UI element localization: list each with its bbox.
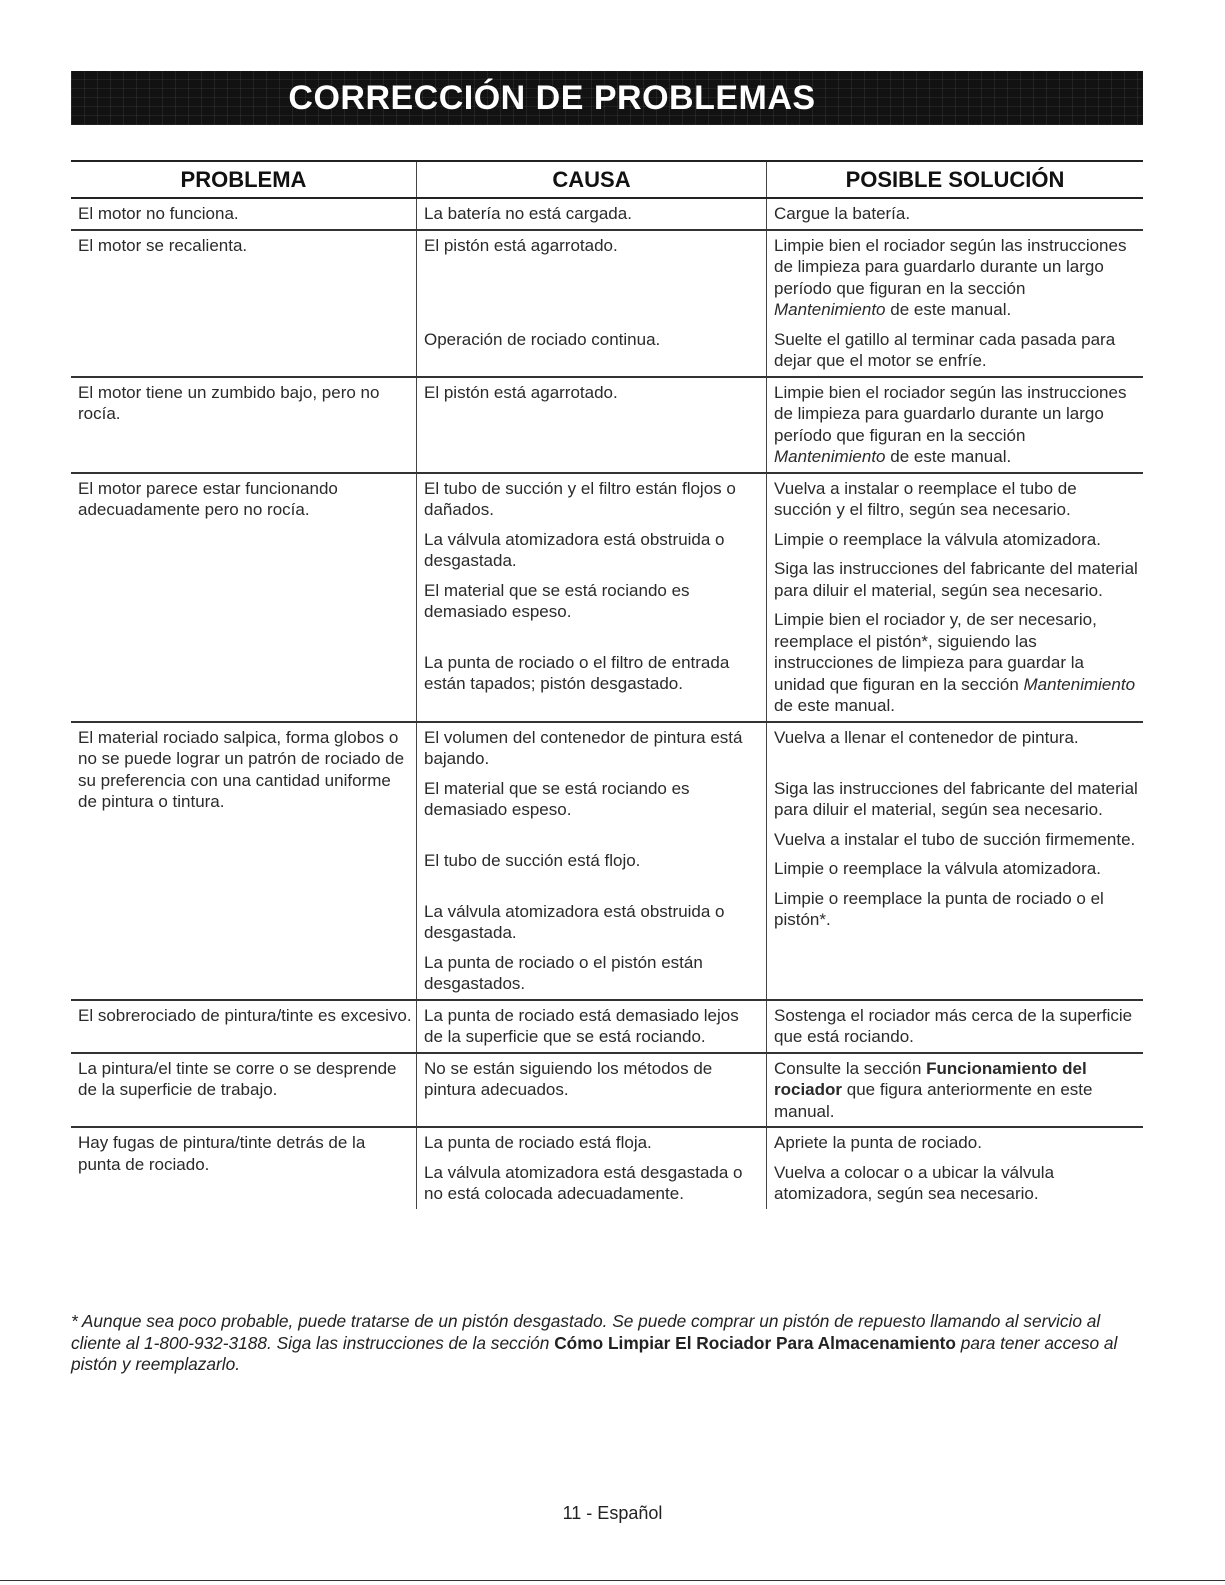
table-row xyxy=(71,723,1143,1001)
solution-cell xyxy=(766,1001,1143,1052)
solution-text: Vuelva a colocar o a ubicar la válvula atomizadora, según sea necesario. xyxy=(774,1162,1055,1203)
cause-cell xyxy=(416,199,766,229)
solution-text: Limpie bien el rociador según las instrucciones de limpieza para guardarlo durante un largo período que figuran en la sección Mantenimiento de este manual. xyxy=(774,382,1127,466)
table-row xyxy=(71,231,1143,378)
problem-text: El motor no funciona. xyxy=(78,204,239,223)
cause-cell xyxy=(416,1001,766,1052)
problem-text: El motor tiene un zumbido bajo, pero no rocía. xyxy=(78,382,380,423)
solution-text: Suelte el gatillo al terminar cada pasada para dejar que el motor se enfríe. xyxy=(774,329,1116,370)
troubleshooting-table xyxy=(71,160,1143,1209)
problem-text: El motor parece estar funcionando adecuadamente pero no rocía. xyxy=(78,478,338,519)
cause-text: El pistón está agarrotado. xyxy=(424,235,618,255)
cause-text: El tubo de succión y el filtro están flojos o dañados. xyxy=(424,478,736,519)
cause-text: El material que se está rociando es demasiado espeso. xyxy=(424,778,690,819)
problem-text: Hay fugas de pintura/tinte detrás de la punta de rociado. xyxy=(78,1133,366,1174)
cause-cell xyxy=(416,723,766,999)
cause-text: El tubo de succión está flojo. xyxy=(424,850,641,870)
table-header-row xyxy=(71,160,1143,199)
problem-cell xyxy=(71,231,416,376)
cause-cell xyxy=(416,378,766,472)
solution-text: Vuelva a llenar el contenedor de pintura. xyxy=(774,727,1079,747)
cause-text: El material que se está rociando es demasiado espeso. xyxy=(424,580,690,621)
problem-cell xyxy=(71,474,416,721)
cause-text: La válvula atomizadora está desgastada o no está colocada adecuadamente. xyxy=(424,1162,743,1203)
solution-cell xyxy=(766,199,1143,229)
title-banner xyxy=(71,71,1143,125)
solution-text: Sostenga el rociador más cerca de la superficie que está rociando. xyxy=(774,1005,1133,1046)
table-row xyxy=(71,1128,1143,1209)
cause-text: La válvula atomizadora está obstruida o desgastada. xyxy=(424,901,725,942)
problem-text: El material rociado salpica, forma globos o no se puede lograr un patrón de rociado de su preferencia con una cantidad uniforme de pintura o tintura. xyxy=(78,727,405,811)
cause-text: La batería no está cargada. xyxy=(424,204,632,223)
solution-text: Siga las instrucciones del fabricante del material para diluir el material, según sea necesario. xyxy=(774,559,1138,600)
table-row xyxy=(71,199,1143,231)
solution-text: Limpie bien el rociador y, de ser necesario, reemplace el pistón*, siguiendo las instrucciones de limpieza para guardar la unidad que figuran en la sección Mantenimiento de este manual. xyxy=(774,610,1136,715)
problem-text: El sobrerociado de pintura/tinte es excesivo. xyxy=(78,1005,412,1025)
cause-cell xyxy=(416,1054,766,1127)
cause-cell xyxy=(416,474,766,721)
solution-text: Consulte la sección Funcionamiento del rociador que figura anteriormente en este manual. xyxy=(774,1058,1093,1121)
cause-text: La punta de rociado está floja. xyxy=(424,1133,652,1152)
page-title: CORRECCIÓN DE PROBLEMAS xyxy=(288,78,816,117)
solution-cell xyxy=(766,1054,1143,1127)
cause-text: El pistón está agarrotado. xyxy=(424,382,618,402)
solution-text: Limpie bien el rociador según las instrucciones de limpieza para guardarlo durante un largo período que figuran en la sección Mantenimiento de este manual. xyxy=(774,235,1127,319)
problem-cell xyxy=(71,1054,416,1127)
column-header-solution: POSIBLE SOLUCIÓN xyxy=(766,162,1143,197)
solution-text: Vuelva a instalar o reemplace el tubo de succión y el filtro, según sea necesario. xyxy=(774,478,1077,519)
column-header-cause: CAUSA xyxy=(416,162,766,197)
cause-text: La válvula atomizadora está obstruida o desgastada. xyxy=(424,529,725,570)
cause-text: La punta de rociado o el filtro de entrada están tapados; pistón desgastado. xyxy=(424,652,730,693)
problem-cell xyxy=(71,378,416,472)
problem-cell xyxy=(71,199,416,229)
table-row xyxy=(71,1001,1143,1054)
column-header-problem: PROBLEMA xyxy=(180,167,307,192)
cause-text: El volumen del contenedor de pintura está bajando. xyxy=(424,727,743,768)
solution-text: Limpie o reemplace la punta de rociado o el pistón*. xyxy=(774,888,1104,929)
solution-cell xyxy=(766,723,1143,999)
cause-cell xyxy=(416,1128,766,1209)
cause-cell xyxy=(416,231,766,376)
footnote: * Aunque sea poco probable, puede tratarse de un pistón desgastado. Se puede comprar un pistón de repuesto llamando al servicio al cliente al 1-800-932-3188. Siga las instrucciones de la sección Cómo Limpiar El Rociador Para Almacenamiento para tener acceso al pistón y reemplazarlo. xyxy=(71,1311,1118,1374)
problem-text: El motor se recalienta. xyxy=(78,235,248,255)
solution-text: Vuelva a instalar el tubo de succión firmemente. xyxy=(774,829,1136,849)
solution-cell xyxy=(766,231,1143,376)
solution-cell xyxy=(766,1128,1143,1209)
problem-cell xyxy=(71,1001,416,1052)
table-row xyxy=(71,1054,1143,1129)
solution-text: Limpie o reemplace la válvula atomizadora. xyxy=(774,529,1101,549)
problem-text: La pintura/el tinte se corre o se desprende de la superficie de trabajo. xyxy=(78,1058,397,1099)
cause-text: No se están siguiendo los métodos de pintura adecuados. xyxy=(424,1058,713,1099)
solution-cell xyxy=(766,378,1143,472)
solution-text: Cargue la batería. xyxy=(774,204,911,223)
problem-cell xyxy=(71,1128,416,1209)
solution-cell xyxy=(766,474,1143,721)
bottom-divider xyxy=(0,1580,1225,1581)
table-row xyxy=(71,378,1143,474)
cause-text: La punta de rociado está demasiado lejos de la superficie que se está rociando. xyxy=(424,1005,739,1046)
solution-text: Siga las instrucciones del fabricante del material para diluir el material, según sea necesario. xyxy=(774,778,1138,819)
cause-text: La punta de rociado o el pistón están desgastados. xyxy=(424,952,703,993)
table-row xyxy=(71,474,1143,723)
page-number: 11 - Español xyxy=(562,1503,663,1523)
solution-text: Apriete la punta de rociado. xyxy=(774,1133,982,1152)
problem-cell xyxy=(71,723,416,999)
solution-text: Limpie o reemplace la válvula atomizadora. xyxy=(774,859,1101,878)
cause-text: Operación de rociado continua. xyxy=(424,329,661,349)
